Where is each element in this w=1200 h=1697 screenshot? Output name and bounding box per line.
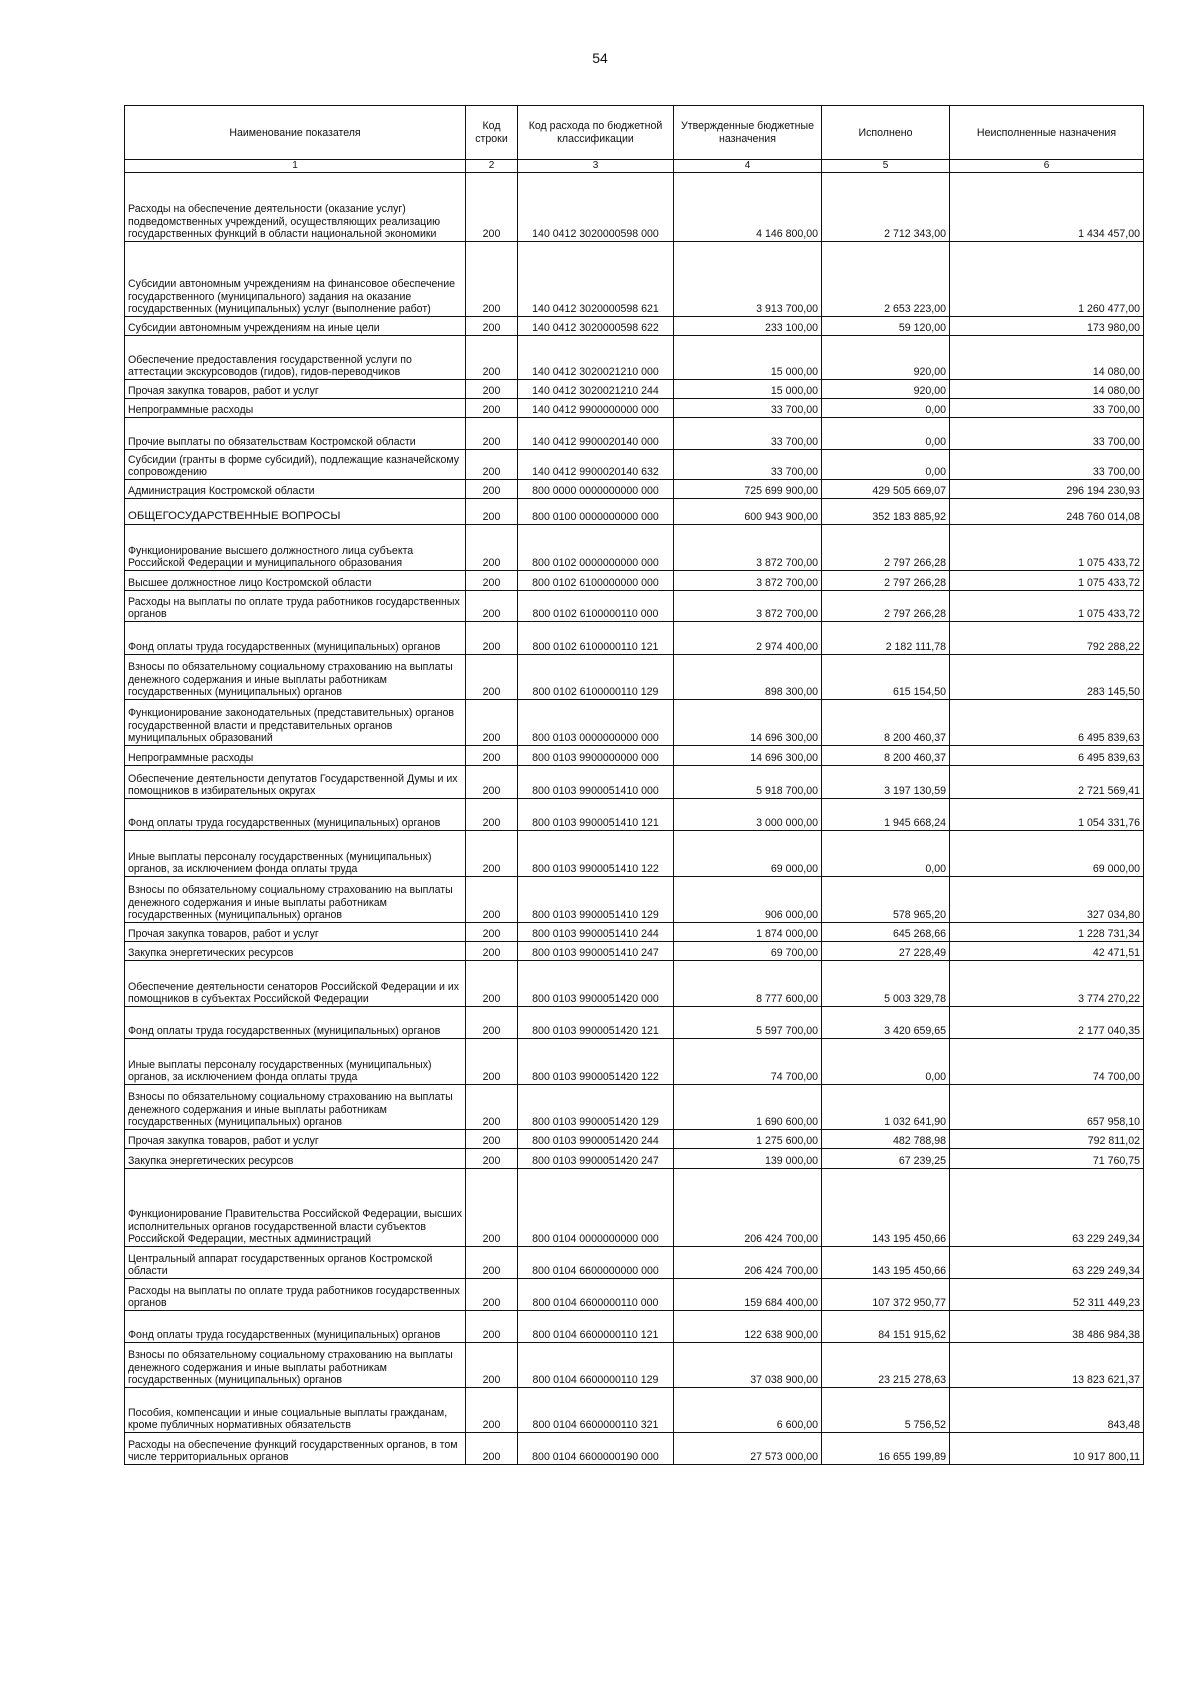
- header-approved: Утвержденные бюджетные назначения: [674, 106, 822, 160]
- row-line-code: 200: [466, 242, 518, 317]
- row-name: Субсидии (гранты в форме субсидий), подлежащие казначейскому сопровождению: [125, 450, 466, 480]
- row-unexecuted: 1 434 457,00: [950, 173, 1144, 242]
- row-name: Взносы по обязательному социальному страхованию на выплаты денежного содержания и иные выплаты работникам государственных (муниципальных) органов: [125, 1085, 466, 1130]
- row-budget-code: 800 0103 9900000000 000: [518, 746, 674, 766]
- row-executed: 107 372 950,77: [822, 1279, 950, 1311]
- row-executed: 143 195 450,66: [822, 1169, 950, 1247]
- row-executed: 5 003 329,78: [822, 961, 950, 1007]
- row-unexecuted: 38 486 984,38: [950, 1311, 1144, 1343]
- row-budget-code: 800 0102 6100000110 121: [518, 622, 674, 655]
- row-line-code: 200: [466, 380, 518, 399]
- row-unexecuted: 1 075 433,72: [950, 591, 1144, 622]
- row-unexecuted: 1 075 433,72: [950, 525, 1144, 571]
- row-budget-code: 800 0103 9900051410 247: [518, 942, 674, 961]
- row-executed: 3 420 659,65: [822, 1007, 950, 1039]
- row-approved: 600 943 900,00: [674, 499, 822, 525]
- table-row: [125, 336, 1144, 380]
- row-name: Обеспечение деятельности депутатов Государственной Думы и их помощников в избирательных округах: [125, 766, 466, 799]
- row-name: Обеспечение деятельности сенаторов Российской Федерации и их помощников в субъектах Российской Федерации: [125, 961, 466, 1007]
- row-approved: 14 696 300,00: [674, 746, 822, 766]
- row-unexecuted: 42 471,51: [950, 942, 1144, 961]
- row-name: Функционирование Правительства Российской Федерации, высших исполнительных органов государственной власти субъектов Российской Федерации, местных администраций: [125, 1169, 466, 1247]
- row-budget-code: 140 0412 3020000598 621: [518, 242, 674, 317]
- table-row: [125, 1247, 1144, 1279]
- row-executed: 482 788,98: [822, 1130, 950, 1149]
- row-line-code: 200: [466, 1149, 518, 1169]
- row-budget-code: 140 0412 9900020140 000: [518, 418, 674, 450]
- row-budget-code: 800 0104 6600000110 121: [518, 1311, 674, 1343]
- table-row: [125, 591, 1144, 622]
- row-executed: 0,00: [822, 1039, 950, 1085]
- row-line-code: 200: [466, 655, 518, 700]
- row-line-code: 200: [466, 831, 518, 877]
- row-budget-code: 800 0103 9900051410 244: [518, 923, 674, 942]
- row-approved: 206 424 700,00: [674, 1169, 822, 1247]
- table-row: [125, 317, 1144, 336]
- row-line-code: 200: [466, 1311, 518, 1343]
- row-budget-code: 800 0103 9900051410 000: [518, 766, 674, 799]
- row-approved: 33 700,00: [674, 450, 822, 480]
- row-executed: 16 655 199,89: [822, 1433, 950, 1465]
- table-row: [125, 1433, 1144, 1465]
- row-executed: 2 653 223,00: [822, 242, 950, 317]
- row-unexecuted: 1 075 433,72: [950, 571, 1144, 591]
- row-executed: 2 797 266,28: [822, 571, 950, 591]
- table-row: [125, 700, 1144, 746]
- row-name: Функционирование высшего должностного лица субъекта Российской Федерации и муниципального образования: [125, 525, 466, 571]
- row-approved: 2 974 400,00: [674, 622, 822, 655]
- row-executed: 2 712 343,00: [822, 173, 950, 242]
- row-line-code: 200: [466, 571, 518, 591]
- row-budget-code: 800 0102 6100000000 000: [518, 571, 674, 591]
- table-row: [125, 961, 1144, 1007]
- row-unexecuted: 248 760 014,08: [950, 499, 1144, 525]
- row-budget-code: 140 0412 9900000000 000: [518, 399, 674, 418]
- row-executed: 2 182 111,78: [822, 622, 950, 655]
- table-row: [125, 923, 1144, 942]
- row-approved: 15 000,00: [674, 336, 822, 380]
- row-approved: 3 000 000,00: [674, 799, 822, 831]
- table-row: [125, 1279, 1144, 1311]
- row-unexecuted: 1 228 731,34: [950, 923, 1144, 942]
- row-approved: 4 146 800,00: [674, 173, 822, 242]
- row-line-code: 200: [466, 399, 518, 418]
- row-line-code: 200: [466, 418, 518, 450]
- row-unexecuted: 69 000,00: [950, 831, 1144, 877]
- row-executed: 0,00: [822, 450, 950, 480]
- row-line-code: 200: [466, 942, 518, 961]
- row-name: Фонд оплаты труда государственных (муниципальных) органов: [125, 1007, 466, 1039]
- row-budget-code: 800 0000 0000000000 000: [518, 480, 674, 499]
- row-executed: 5 756,52: [822, 1388, 950, 1433]
- table-row: [125, 450, 1144, 480]
- table-row: [125, 380, 1144, 399]
- table-body: [125, 173, 1144, 1465]
- row-executed: 645 268,66: [822, 923, 950, 942]
- row-executed: 23 215 278,63: [822, 1343, 950, 1388]
- row-name: Прочая закупка товаров, работ и услуг: [125, 380, 466, 399]
- row-name: Высшее должностное лицо Костромской области: [125, 571, 466, 591]
- table-row: [125, 480, 1144, 499]
- row-name: Фонд оплаты труда государственных (муниципальных) органов: [125, 799, 466, 831]
- row-executed: 67 239,25: [822, 1149, 950, 1169]
- row-budget-code: 800 0103 9900051410 129: [518, 877, 674, 923]
- table-row: [125, 499, 1144, 525]
- row-name: Иные выплаты персоналу государственных (муниципальных) органов, за исключением фонда оплаты труда: [125, 1039, 466, 1085]
- row-executed: 429 505 669,07: [822, 480, 950, 499]
- row-name: Прочие выплаты по обязательствам Костромской области: [125, 418, 466, 450]
- column-number: 5: [822, 160, 950, 173]
- table-row: [125, 766, 1144, 799]
- row-executed: 2 797 266,28: [822, 525, 950, 571]
- row-name: Субсидии автономным учреждениям на финансовое обеспечение государственного (муниципального) задания на оказание государственных (муниципальных) услуг (выполнение работ): [125, 242, 466, 317]
- row-line-code: 200: [466, 746, 518, 766]
- row-unexecuted: 2 721 569,41: [950, 766, 1144, 799]
- row-executed: 920,00: [822, 380, 950, 399]
- row-line-code: 200: [466, 766, 518, 799]
- table-row: [125, 242, 1144, 317]
- row-budget-code: 800 0103 9900051420 129: [518, 1085, 674, 1130]
- row-name: Непрограммные расходы: [125, 399, 466, 418]
- table-row: [125, 418, 1144, 450]
- table-row: [125, 831, 1144, 877]
- row-executed: 0,00: [822, 418, 950, 450]
- row-name: Закупка энергетических ресурсов: [125, 1149, 466, 1169]
- row-budget-code: 800 0104 6600000110 129: [518, 1343, 674, 1388]
- row-budget-code: 800 0103 9900051420 000: [518, 961, 674, 1007]
- column-number: 2: [466, 160, 518, 173]
- row-budget-code: 800 0103 9900051420 247: [518, 1149, 674, 1169]
- row-unexecuted: 792 811,02: [950, 1130, 1144, 1149]
- budget-execution-table: [124, 105, 1144, 1465]
- row-budget-code: 800 0103 9900051420 244: [518, 1130, 674, 1149]
- row-line-code: 200: [466, 1039, 518, 1085]
- row-unexecuted: 74 700,00: [950, 1039, 1144, 1085]
- row-name: Обеспечение предоставления государственной услуги по аттестации экскурсоводов (гидов), гидов-переводчиков: [125, 336, 466, 380]
- row-approved: 3 872 700,00: [674, 571, 822, 591]
- row-line-code: 200: [466, 173, 518, 242]
- row-name: Взносы по обязательному социальному страхованию на выплаты денежного содержания и иные выплаты работникам государственных (муниципальных) органов: [125, 877, 466, 923]
- row-name: Центральный аппарат государственных органов Костромской области: [125, 1247, 466, 1279]
- row-unexecuted: 71 760,75: [950, 1149, 1144, 1169]
- row-unexecuted: 1 054 331,76: [950, 799, 1144, 831]
- row-executed: 84 151 915,62: [822, 1311, 950, 1343]
- row-approved: 8 777 600,00: [674, 961, 822, 1007]
- table-row: [125, 655, 1144, 700]
- row-name: Закупка энергетических ресурсов: [125, 942, 466, 961]
- row-approved: 14 696 300,00: [674, 700, 822, 746]
- row-approved: 233 100,00: [674, 317, 822, 336]
- table-row: [125, 1085, 1144, 1130]
- table-row: [125, 877, 1144, 923]
- row-executed: 352 183 885,92: [822, 499, 950, 525]
- row-budget-code: 140 0412 9900020140 632: [518, 450, 674, 480]
- row-line-code: 200: [466, 1169, 518, 1247]
- row-line-code: 200: [466, 1130, 518, 1149]
- row-name: Взносы по обязательному социальному страхованию на выплаты денежного содержания и иные выплаты работникам государственных (муниципальных) органов: [125, 655, 466, 700]
- row-budget-code: 800 0102 0000000000 000: [518, 525, 674, 571]
- row-executed: 143 195 450,66: [822, 1247, 950, 1279]
- row-executed: 1 032 641,90: [822, 1085, 950, 1130]
- row-name: Администрация Костромской области: [125, 480, 466, 499]
- row-name: Пособия, компенсации и иные социальные выплаты гражданам, кроме публичных нормативных обязательств: [125, 1388, 466, 1433]
- header-executed: Исполнено: [822, 106, 950, 160]
- row-unexecuted: 6 495 839,63: [950, 746, 1144, 766]
- row-name: Непрограммные расходы: [125, 746, 466, 766]
- row-unexecuted: 283 145,50: [950, 655, 1144, 700]
- row-executed: 27 228,49: [822, 942, 950, 961]
- row-name: Прочая закупка товаров, работ и услуг: [125, 1130, 466, 1149]
- row-name: Прочая закупка товаров, работ и услуг: [125, 923, 466, 942]
- row-executed: 615 154,50: [822, 655, 950, 700]
- row-name: Функционирование законодательных (представительных) органов государственной власти и представительных органов муниципальных образований: [125, 700, 466, 746]
- row-name: Расходы на выплаты по оплате труда работников государственных органов: [125, 591, 466, 622]
- row-approved: 3 872 700,00: [674, 525, 822, 571]
- row-line-code: 200: [466, 877, 518, 923]
- row-unexecuted: 2 177 040,35: [950, 1007, 1144, 1039]
- row-name: Фонд оплаты труда государственных (муниципальных) органов: [125, 622, 466, 655]
- row-name: Расходы на выплаты по оплате труда работников государственных органов: [125, 1279, 466, 1311]
- row-unexecuted: 792 288,22: [950, 622, 1144, 655]
- row-budget-code: 800 0102 6100000110 129: [518, 655, 674, 700]
- row-executed: 2 797 266,28: [822, 591, 950, 622]
- row-name: Фонд оплаты труда государственных (муниципальных) органов: [125, 1311, 466, 1343]
- row-line-code: 200: [466, 1433, 518, 1465]
- row-approved: 1 874 000,00: [674, 923, 822, 942]
- row-executed: 920,00: [822, 336, 950, 380]
- row-unexecuted: 14 080,00: [950, 336, 1144, 380]
- header-row: [125, 106, 1144, 160]
- row-budget-code: 800 0104 6600000190 000: [518, 1433, 674, 1465]
- row-budget-code: 800 0102 6100000110 000: [518, 591, 674, 622]
- row-unexecuted: 33 700,00: [950, 418, 1144, 450]
- row-approved: 725 699 900,00: [674, 480, 822, 499]
- table-row: [125, 942, 1144, 961]
- table-row: [125, 1039, 1144, 1085]
- row-budget-code: 140 0412 3020021210 244: [518, 380, 674, 399]
- row-approved: 5 597 700,00: [674, 1007, 822, 1039]
- row-name: Взносы по обязательному социальному страхованию на выплаты денежного содержания и иные выплаты работникам государственных (муниципальных) органов: [125, 1343, 466, 1388]
- row-approved: 1 690 600,00: [674, 1085, 822, 1130]
- header-name: Наименование показателя: [125, 106, 466, 160]
- table-row: [125, 799, 1144, 831]
- row-executed: 59 120,00: [822, 317, 950, 336]
- row-approved: 906 000,00: [674, 877, 822, 923]
- table-row: [125, 1007, 1144, 1039]
- row-executed: 0,00: [822, 399, 950, 418]
- row-line-code: 200: [466, 1007, 518, 1039]
- row-approved: 3 872 700,00: [674, 591, 822, 622]
- row-budget-code: 800 0103 9900051410 122: [518, 831, 674, 877]
- table-row: [125, 173, 1144, 242]
- row-unexecuted: 10 917 800,11: [950, 1433, 1144, 1465]
- row-budget-code: 800 0104 6600000110 321: [518, 1388, 674, 1433]
- row-approved: 37 038 900,00: [674, 1343, 822, 1388]
- row-unexecuted: 13 823 621,37: [950, 1343, 1144, 1388]
- row-line-code: 200: [466, 336, 518, 380]
- row-approved: 139 000,00: [674, 1149, 822, 1169]
- row-approved: 15 000,00: [674, 380, 822, 399]
- table-row: [125, 399, 1144, 418]
- row-line-code: 200: [466, 450, 518, 480]
- row-line-code: 200: [466, 961, 518, 1007]
- row-line-code: 200: [466, 499, 518, 525]
- row-budget-code: 800 0104 0000000000 000: [518, 1169, 674, 1247]
- row-name: ОБЩЕГОСУДАРСТВЕННЫЕ ВОПРОСЫ: [125, 499, 466, 525]
- row-line-code: 200: [466, 1343, 518, 1388]
- row-budget-code: 140 0412 3020021210 000: [518, 336, 674, 380]
- table-row: [125, 622, 1144, 655]
- row-approved: 206 424 700,00: [674, 1247, 822, 1279]
- row-line-code: 200: [466, 700, 518, 746]
- table-row: [125, 525, 1144, 571]
- row-executed: 3 197 130,59: [822, 766, 950, 799]
- row-unexecuted: 6 495 839,63: [950, 700, 1144, 746]
- row-unexecuted: 1 260 477,00: [950, 242, 1144, 317]
- row-line-code: 200: [466, 317, 518, 336]
- row-line-code: 200: [466, 1279, 518, 1311]
- row-unexecuted: 173 980,00: [950, 317, 1144, 336]
- header-budget-code: Код расхода по бюджетной классификации: [518, 106, 674, 160]
- column-number: 4: [674, 160, 822, 173]
- row-budget-code: 140 0412 3020000598 000: [518, 173, 674, 242]
- page-number: 54: [592, 50, 608, 66]
- row-budget-code: 140 0412 3020000598 622: [518, 317, 674, 336]
- row-executed: 8 200 460,37: [822, 746, 950, 766]
- column-number-row: [125, 160, 1144, 173]
- row-budget-code: 800 0104 6600000110 000: [518, 1279, 674, 1311]
- row-line-code: 200: [466, 622, 518, 655]
- row-unexecuted: 843,48: [950, 1388, 1144, 1433]
- row-unexecuted: 63 229 249,34: [950, 1247, 1144, 1279]
- column-number: 6: [950, 160, 1144, 173]
- row-budget-code: 800 0104 6600000000 000: [518, 1247, 674, 1279]
- row-executed: 0,00: [822, 831, 950, 877]
- row-approved: 69 700,00: [674, 942, 822, 961]
- row-approved: 33 700,00: [674, 399, 822, 418]
- row-budget-code: 800 0103 0000000000 000: [518, 700, 674, 746]
- row-line-code: 200: [466, 923, 518, 942]
- row-name: Субсидии автономным учреждениям на иные цели: [125, 317, 466, 336]
- row-approved: 898 300,00: [674, 655, 822, 700]
- table-row: [125, 1311, 1144, 1343]
- row-unexecuted: 3 774 270,22: [950, 961, 1144, 1007]
- row-unexecuted: 33 700,00: [950, 450, 1144, 480]
- row-budget-code: 800 0103 9900051420 121: [518, 1007, 674, 1039]
- row-approved: 122 638 900,00: [674, 1311, 822, 1343]
- table-row: [125, 1388, 1144, 1433]
- row-approved: 5 918 700,00: [674, 766, 822, 799]
- row-line-code: 200: [466, 1247, 518, 1279]
- table-row: [125, 1149, 1144, 1169]
- row-unexecuted: 657 958,10: [950, 1085, 1144, 1130]
- row-approved: 69 000,00: [674, 831, 822, 877]
- row-unexecuted: 52 311 449,23: [950, 1279, 1144, 1311]
- row-line-code: 200: [466, 480, 518, 499]
- row-unexecuted: 14 080,00: [950, 380, 1144, 399]
- row-name: Расходы на обеспечение деятельности (оказание услуг) подведомственных учреждений, осуществляющих реализацию государственных функций в области национальной экономики: [125, 173, 466, 242]
- column-number: 1: [125, 160, 466, 173]
- row-budget-code: 800 0103 9900051420 122: [518, 1039, 674, 1085]
- row-executed: 8 200 460,37: [822, 700, 950, 746]
- row-approved: 27 573 000,00: [674, 1433, 822, 1465]
- table-row: [125, 1130, 1144, 1149]
- row-approved: 1 275 600,00: [674, 1130, 822, 1149]
- row-approved: 3 913 700,00: [674, 242, 822, 317]
- column-number: 3: [518, 160, 674, 173]
- row-approved: 33 700,00: [674, 418, 822, 450]
- row-line-code: 200: [466, 525, 518, 571]
- row-budget-code: 800 0100 0000000000 000: [518, 499, 674, 525]
- row-name: Расходы на обеспечение функций государственных органов, в том числе территориальных органов: [125, 1433, 466, 1465]
- row-unexecuted: 327 034,80: [950, 877, 1144, 923]
- row-unexecuted: 33 700,00: [950, 399, 1144, 418]
- row-unexecuted: 296 194 230,93: [950, 480, 1144, 499]
- table-row: [125, 571, 1144, 591]
- header-line-code: Код строки: [466, 106, 518, 160]
- table-row: [125, 746, 1144, 766]
- row-line-code: 200: [466, 1388, 518, 1433]
- row-line-code: 200: [466, 799, 518, 831]
- row-line-code: 200: [466, 1085, 518, 1130]
- row-approved: 74 700,00: [674, 1039, 822, 1085]
- header-unexecuted: Неисполненные назначения: [950, 106, 1144, 160]
- row-executed: 578 965,20: [822, 877, 950, 923]
- row-approved: 159 684 400,00: [674, 1279, 822, 1311]
- row-executed: 1 945 668,24: [822, 799, 950, 831]
- row-unexecuted: 63 229 249,34: [950, 1169, 1144, 1247]
- row-line-code: 200: [466, 591, 518, 622]
- table-row: [125, 1343, 1144, 1388]
- table-row: [125, 1169, 1144, 1247]
- row-approved: 6 600,00: [674, 1388, 822, 1433]
- row-budget-code: 800 0103 9900051410 121: [518, 799, 674, 831]
- row-name: Иные выплаты персоналу государственных (муниципальных) органов, за исключением фонда оплаты труда: [125, 831, 466, 877]
